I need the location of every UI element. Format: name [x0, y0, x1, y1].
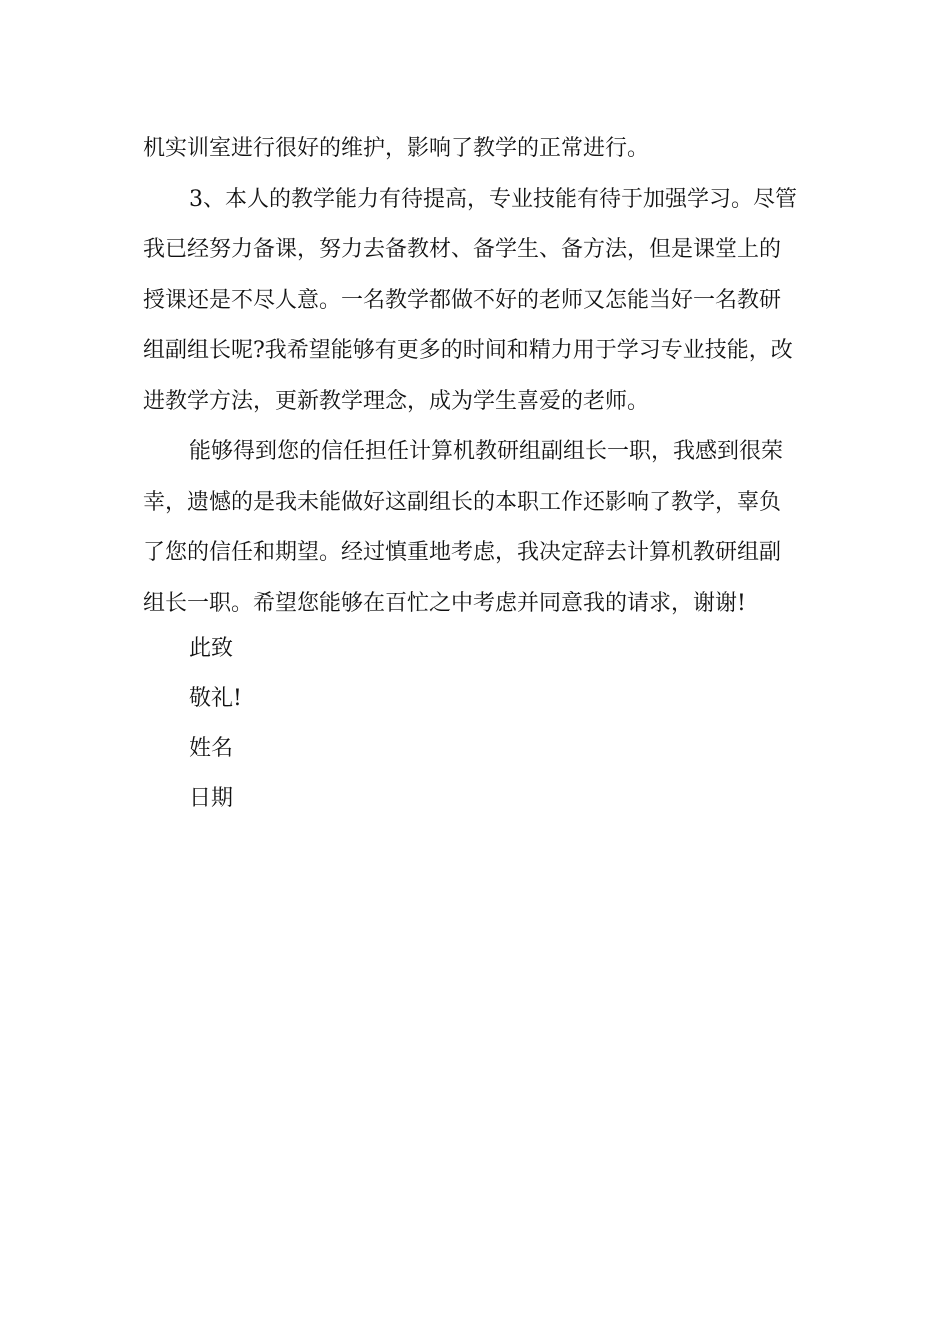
text-line: 幸，遗憾的是我未能做好这副组长的本职工作还影响了教学，辜负: [143, 489, 782, 515]
text-line: 机实训室进行很好的维护，影响了教学的正常进行。: [143, 136, 650, 161]
letter-body: [143, 124, 807, 629]
text-line: 组副组长呢?我希望能够有更多的时间和精力用于学习专业技能，改: [143, 338, 793, 363]
letter-closing: [189, 624, 242, 824]
closing-regards: 敬礼!: [189, 686, 242, 711]
text-line: 了您的信任和期望。经过慎重地考虑，我决定辞去计算机教研组副: [143, 540, 782, 565]
text-line: 授课还是不尽人意。一名教学都做不好的老师又怎能当好一名教研: [143, 287, 782, 313]
text-line: 组长一职。希望您能够在百忙之中考虑并同意我的请求，谢谢!: [143, 590, 746, 616]
text-line: 进教学方法，更新教学理念，成为学生喜爱的老师。: [143, 388, 650, 414]
closing-salutation: 此致: [189, 636, 234, 661]
signature-date: 日期: [189, 786, 234, 811]
text-line: 3、本人的教学能力有待提高，专业技能有待于加强学习。尽管: [189, 186, 797, 212]
text-line: 我已经努力备课，努力去备教材、备学生、备方法，但是课堂上的: [143, 237, 782, 262]
signature-name: 姓名: [189, 736, 234, 761]
text-line: 能够得到您的信任担任计算机教研组副组长一职，我感到很荣: [189, 439, 784, 464]
